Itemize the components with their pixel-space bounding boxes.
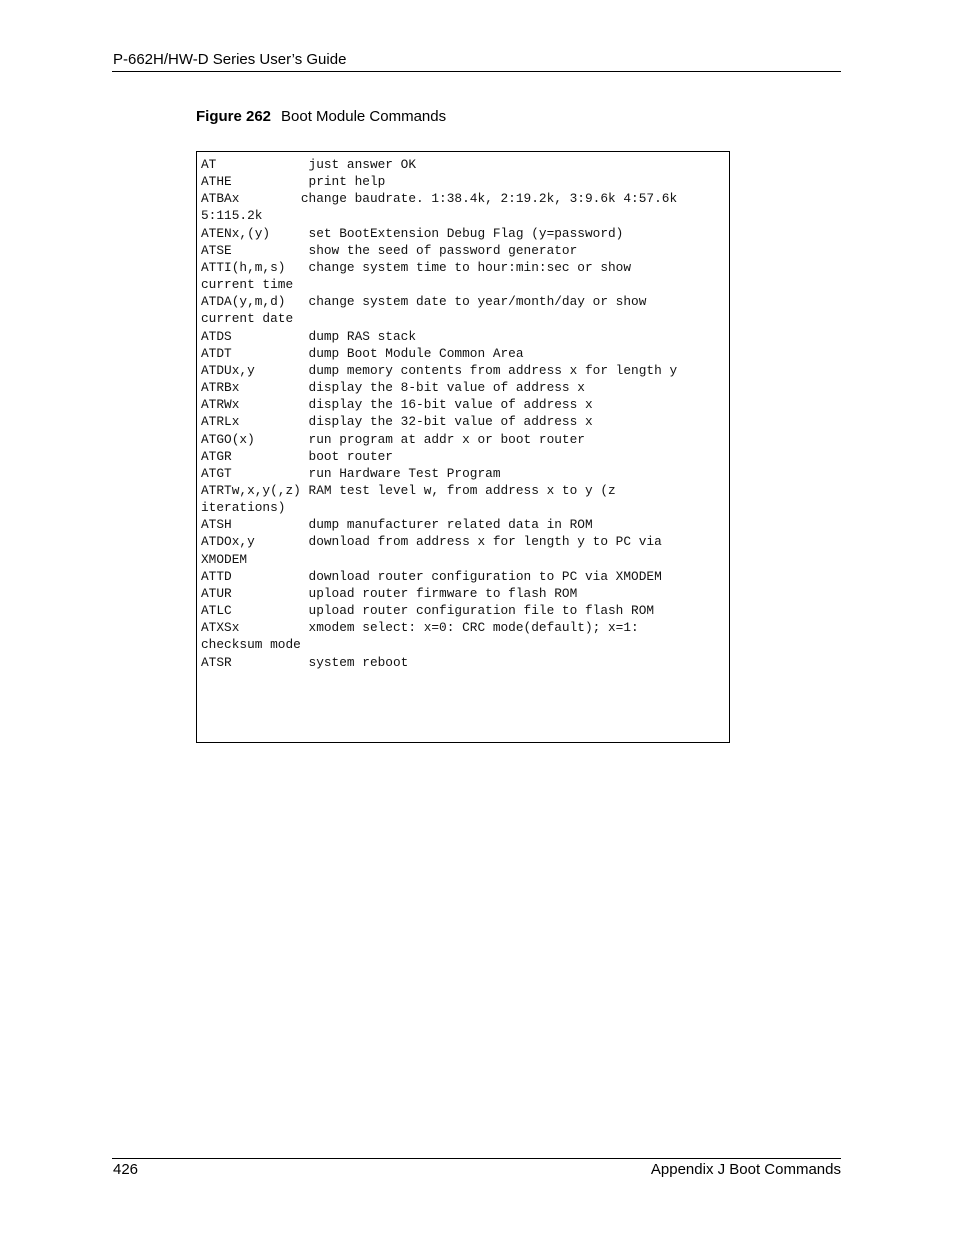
code-line: ATSR system reboot: [201, 654, 409, 670]
code-line: ATXSx xmodem select: x=0: CRC mode(default); x=1:: [201, 620, 639, 636]
running-header-title: P-662H/HW-D Series User’s Guide: [113, 51, 347, 68]
code-line: ATRWx display the 16-bit value of address x: [201, 397, 593, 413]
code-line: ATSH dump manufacturer related data in ROM: [201, 517, 593, 533]
code-line: ATDS dump RAS stack: [201, 328, 417, 344]
code-line: ATLC upload router configuration file to flash ROM: [201, 603, 655, 619]
code-line: ATRLx display the 32-bit value of address x: [201, 414, 593, 430]
header-rule: [112, 71, 841, 72]
code-line: ATHE print help: [201, 174, 386, 190]
footer-section-title: Appendix J Boot Commands: [650, 1161, 841, 1178]
code-line: ATGO(x) run program at addr x or boot router: [201, 431, 585, 447]
figure-caption: [196, 108, 446, 126]
footer-page-number: 426: [113, 1161, 139, 1178]
code-line: ATTD download router configuration to PC via XMODEM: [201, 568, 662, 584]
code-line: ATDOx,y download from address x for length y to PC via: [201, 534, 662, 550]
code-line: current date: [201, 311, 294, 327]
code-line: 5:115.2k: [201, 208, 263, 224]
footer-rule: [112, 1158, 841, 1159]
code-listing-box: [196, 151, 730, 743]
code-line: AT just answer OK: [201, 157, 417, 172]
code-line: ATDT dump Boot Module Common Area: [201, 345, 524, 361]
code-line: ATGR boot router: [201, 448, 393, 464]
code-line: checksum mode: [201, 637, 301, 653]
code-line: ATGT run Hardware Test Program: [201, 465, 501, 481]
code-line: ATRBx display the 8-bit value of address x: [201, 380, 585, 396]
figure-title: Boot Module Commands: [281, 108, 447, 125]
code-line: ATBAx change baudrate. 1:38.4k, 2:19.2k, 3:9.6k 4:57.6k: [201, 191, 678, 207]
code-line: ATSE show the seed of password generator: [201, 242, 578, 258]
code-line: ATENx,(y) set BootExtension Debug Flag (y=password): [201, 225, 624, 241]
code-line: ATTI(h,m,s) change system time to hour:min:sec or show: [201, 259, 632, 275]
code-line: ATDA(y,m,d) change system date to year/month/day or show: [201, 294, 647, 310]
code-listing: [201, 156, 677, 671]
code-line: ATUR upload router firmware to flash ROM: [201, 585, 578, 601]
code-line: iterations): [201, 500, 286, 516]
code-line: ATRTw,x,y(,z) RAM test level w, from address x to y (z: [201, 482, 616, 498]
code-line: ATDUx,y dump memory contents from address x for length y: [201, 362, 678, 378]
figure-label: Figure 262: [196, 108, 272, 125]
code-line: XMODEM: [201, 551, 248, 567]
code-line: current time: [201, 277, 294, 293]
